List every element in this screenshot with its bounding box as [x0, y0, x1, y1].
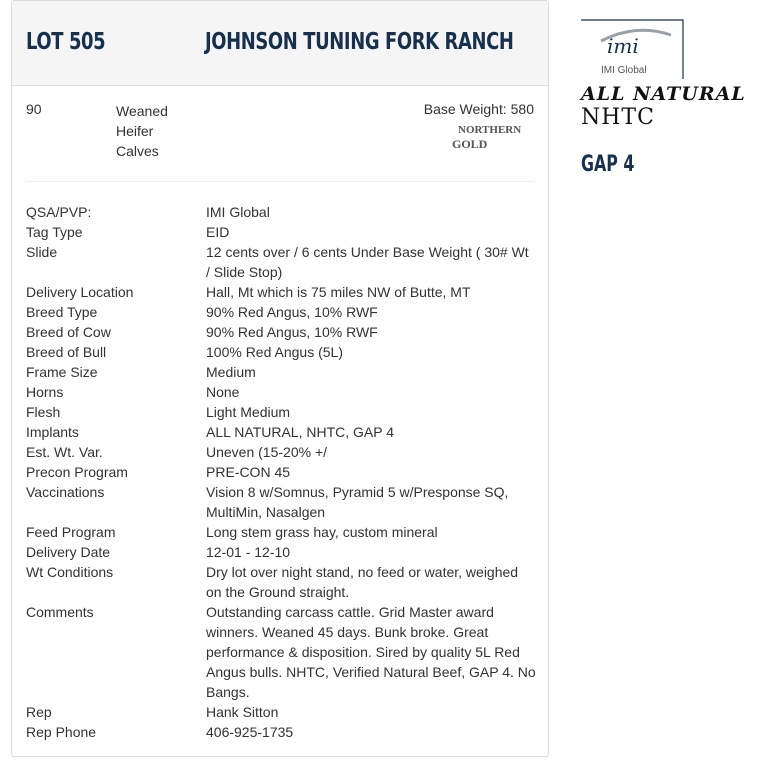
- imi-mark: imi: [607, 34, 639, 58]
- ranch-name: JOHNSON TUNING FORK RANCH: [205, 29, 514, 55]
- detail-label: Frame Size: [26, 364, 98, 380]
- detail-row: [26, 702, 536, 722]
- detail-value: 90% Red Angus, 10% RWF: [206, 324, 378, 340]
- detail-label: Breed Type: [26, 304, 98, 320]
- detail-row: [26, 222, 536, 242]
- detail-label: Precon Program: [26, 464, 128, 480]
- detail-value: Dry lot over night stand, no feed or water, weighed on the Ground straight.: [206, 564, 519, 600]
- detail-value: 12 cents over / 6 cents Under Base Weight ( 30# Wt / Slide Stop): [206, 244, 529, 280]
- detail-label: Delivery Date: [26, 544, 111, 560]
- detail-label: Implants: [26, 424, 79, 440]
- detail-row: [26, 362, 536, 382]
- head-count: 90: [26, 101, 42, 117]
- detail-row: [26, 342, 536, 362]
- detail-label: Slide: [26, 244, 58, 260]
- detail-label: Est. Wt. Var.: [26, 444, 103, 460]
- detail-row: [26, 722, 536, 742]
- imi-caption: IMI Global: [601, 65, 647, 76]
- detail-label: Breed of Bull: [26, 344, 107, 360]
- detail-value: 406-925-1735: [206, 724, 294, 740]
- detail-value: Light Medium: [206, 404, 291, 420]
- detail-label: Breed of Cow: [26, 324, 111, 340]
- lot-summary: [26, 101, 534, 182]
- gap-label: GAP 4: [581, 152, 635, 177]
- detail-label: Flesh: [26, 404, 61, 420]
- lot-number: LOT 505: [26, 29, 106, 55]
- all-natural-label: ALL NATURAL: [581, 83, 746, 105]
- detail-value: Outstanding carcass cattle. Grid Master award winners. Weaned 45 days. Bunk broke. Great performance & disposition. Sired by quality 5L Red Angus bulls. NHTC, Verified Natural Beef, GAP 4. No Bangs.: [206, 604, 536, 700]
- detail-value: ALL NATURAL, NHTC, GAP 4: [206, 424, 395, 440]
- detail-value: 100% Red Angus (5L): [206, 344, 343, 360]
- detail-label: Horns: [26, 384, 64, 400]
- lot-details: [26, 202, 536, 742]
- detail-label: Rep: [26, 704, 52, 720]
- detail-value: Long stem grass hay, custom mineral: [206, 524, 438, 540]
- description-line: Weaned: [116, 103, 168, 119]
- detail-value: Hall, Mt which is 75 miles NW of Butte, MT: [206, 284, 471, 300]
- detail-row: [26, 242, 536, 282]
- brand-logo-bottom: GOLD: [452, 137, 488, 151]
- detail-row: [26, 482, 536, 522]
- description-line: Heifer: [116, 123, 154, 139]
- base-weight: Base Weight: 580: [423, 101, 534, 117]
- detail-value: Vision 8 w/Somnus, Pyramid 5 w/Presponse SQ, MultiMin, Nasalgen: [206, 484, 509, 520]
- detail-label: QSA/PVP:: [26, 204, 92, 220]
- detail-label: Comments: [26, 604, 94, 620]
- detail-value: 90% Red Angus, 10% RWF: [206, 304, 378, 320]
- detail-value: Medium: [206, 364, 256, 380]
- detail-row: [26, 402, 536, 422]
- detail-row: [26, 202, 536, 222]
- lot-header: [12, 1, 548, 86]
- detail-row: [26, 382, 536, 402]
- detail-value: Uneven (15-20% +/: [206, 444, 328, 460]
- detail-label: Wt Conditions: [26, 564, 114, 580]
- detail-value: EID: [206, 224, 230, 240]
- detail-value: 12-01 - 12-10: [206, 544, 291, 560]
- detail-row: [26, 602, 536, 702]
- detail-row: [26, 422, 536, 442]
- certification-sidebar: [581, 19, 751, 177]
- nhtc-label: NHTC: [581, 105, 655, 130]
- detail-value: Hank Sitton: [206, 704, 279, 720]
- detail-row: [26, 282, 536, 302]
- detail-label: Vaccinations: [26, 484, 105, 500]
- detail-label: Tag Type: [26, 224, 83, 240]
- detail-row: [26, 302, 536, 322]
- detail-value: IMI Global: [206, 204, 270, 220]
- imi-global-logo: [581, 19, 685, 81]
- detail-row: [26, 442, 536, 462]
- cattle-description: [116, 101, 196, 161]
- detail-label: Feed Program: [26, 524, 116, 540]
- detail-row: [26, 462, 536, 482]
- detail-value: None: [206, 384, 240, 400]
- lot-card: [11, 0, 549, 757]
- detail-row: [26, 522, 536, 542]
- detail-value: PRE-CON 45: [206, 464, 291, 480]
- brand-logo-top: NORTHERN: [458, 124, 522, 136]
- detail-label: Rep Phone: [26, 724, 97, 740]
- detail-row: [26, 542, 536, 562]
- detail-row: [26, 562, 536, 602]
- northern-gold-logo: [450, 121, 532, 151]
- detail-label: Delivery Location: [26, 284, 134, 300]
- description-line: Calves: [116, 143, 159, 159]
- detail-row: [26, 322, 536, 342]
